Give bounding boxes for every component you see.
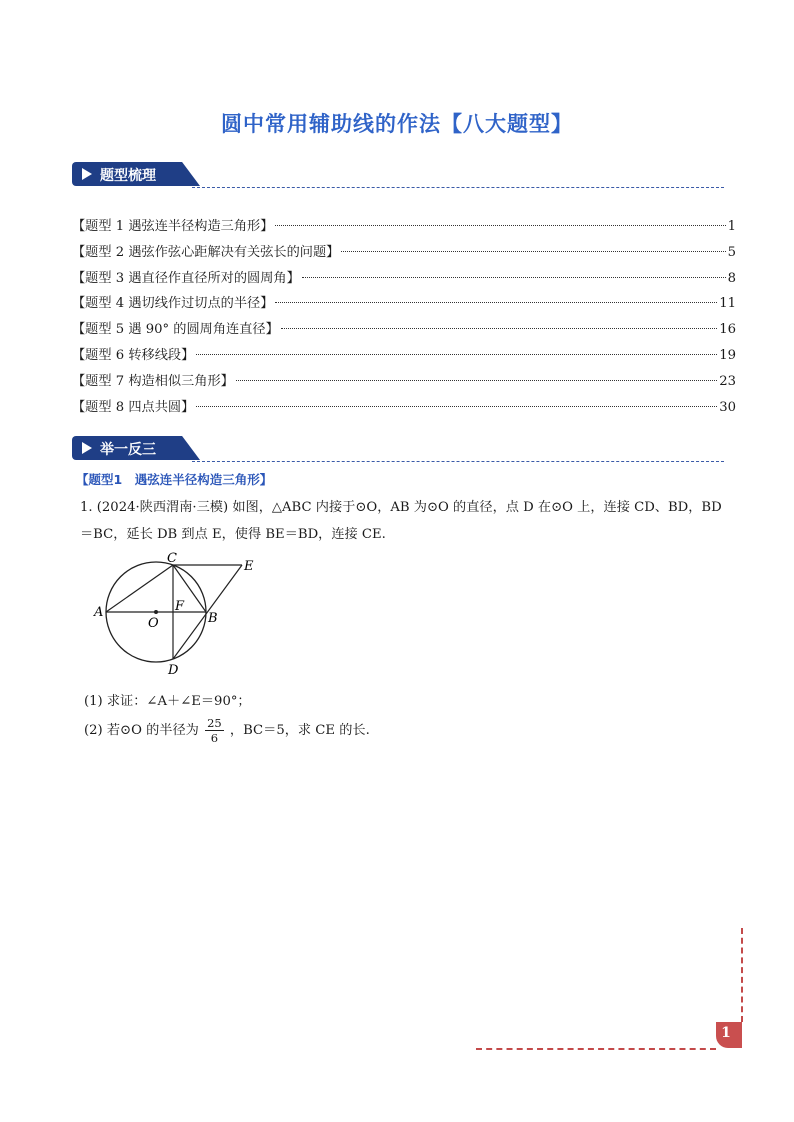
toc-item-page: 30	[719, 399, 736, 415]
label-f: F	[175, 599, 185, 614]
page-title: 圆中常用辅助线的作法【八大题型】	[221, 112, 573, 136]
toc-item-page: 19	[719, 347, 736, 363]
toc-item-page: 16	[719, 322, 736, 338]
toc-item[interactable]	[72, 344, 736, 370]
toc-item-title: 【题型 7 构造相似三角形】	[72, 373, 234, 389]
problem-line: 1. (2024·陕西渭南·三模) 如图，△ABC 内接于⊙O，AB 为⊙O 的直径，点 D 在⊙O 上，连接 CD、BD，BD	[80, 500, 722, 515]
toc-leader	[275, 224, 725, 226]
page-number-badge	[716, 1022, 742, 1048]
toc-item-title: 【题型 8 四点共圆】	[72, 399, 195, 415]
toc-leader	[196, 405, 717, 407]
toc-item-title: 【题型 4 遇切线作过切点的半径】	[72, 296, 274, 312]
segment-ac	[106, 565, 173, 612]
toc-item-title: 【题型 6 转移线段】	[72, 347, 195, 363]
section-label: 题型梳理	[100, 168, 156, 184]
toc-item[interactable]	[72, 241, 736, 267]
toc-leader	[196, 353, 717, 355]
problem-statement	[80, 494, 740, 548]
toc-leader	[281, 327, 717, 329]
label-b: B	[208, 611, 218, 626]
toc-item-page: 8	[727, 270, 736, 286]
toc-item[interactable]	[72, 267, 736, 293]
toc-leader	[341, 250, 725, 252]
page-footer-border	[476, 1048, 716, 1050]
fraction-denominator: 6	[210, 731, 219, 745]
page-corner-border	[741, 928, 743, 1022]
geometry-figure	[90, 548, 270, 678]
fraction-numerator: 25	[207, 716, 222, 730]
table-of-contents	[72, 215, 736, 421]
section-header-toc	[72, 162, 724, 188]
question-2-suffix: ，BC＝5，求 CE 的长.	[229, 723, 370, 738]
question-2-prefix: (2) 若⊙O 的半径为	[84, 723, 199, 738]
label-d: D	[168, 663, 179, 678]
play-triangle-icon	[82, 168, 92, 180]
toc-item-page: 23	[719, 373, 736, 389]
toc-item[interactable]	[72, 292, 736, 318]
toc-leader	[275, 301, 717, 303]
center-point	[154, 610, 158, 614]
toc-item[interactable]	[72, 318, 736, 344]
toc-item[interactable]	[72, 370, 736, 396]
toc-item-page: 1	[727, 219, 736, 234]
label-e: E	[244, 559, 254, 574]
toc-leader	[302, 276, 726, 278]
question-1: (1) 求证：∠A＋∠E＝90°；	[84, 694, 251, 709]
section-label: 举一反三	[100, 442, 156, 458]
label-o: O	[148, 616, 159, 631]
toc-item-title: 【题型 5 遇 90° 的圆周角连直径】	[72, 322, 279, 338]
toc-item-title: 【题型 3 遇直径作直径所对的圆周角】	[72, 270, 300, 286]
play-triangle-icon	[82, 442, 92, 454]
problem-line: ＝BC，延长 DB 到点 E，使得 BE＝BD，连接 CE.	[80, 527, 386, 542]
toc-item-page: 11	[719, 296, 736, 312]
toc-item-title: 【题型 2 遇弦作弦心距解决有关弦长的问题】	[72, 244, 340, 260]
page-number: 1	[721, 1025, 731, 1041]
section-divider	[192, 187, 724, 188]
question-2	[84, 716, 370, 745]
toc-item-page: 5	[727, 244, 736, 260]
toc-item[interactable]	[72, 396, 736, 422]
toc-leader	[236, 379, 717, 381]
section-header-practice	[72, 436, 724, 462]
section-divider	[192, 461, 724, 462]
label-a: A	[94, 605, 104, 620]
fraction	[205, 716, 224, 745]
problem-type-heading: 【题型1 遇弦连半径构造三角形】	[76, 472, 273, 487]
toc-item-title: 【题型 1 遇弦连半径构造三角形】	[72, 219, 274, 234]
toc-item[interactable]	[72, 215, 736, 241]
label-c: C	[167, 551, 177, 566]
